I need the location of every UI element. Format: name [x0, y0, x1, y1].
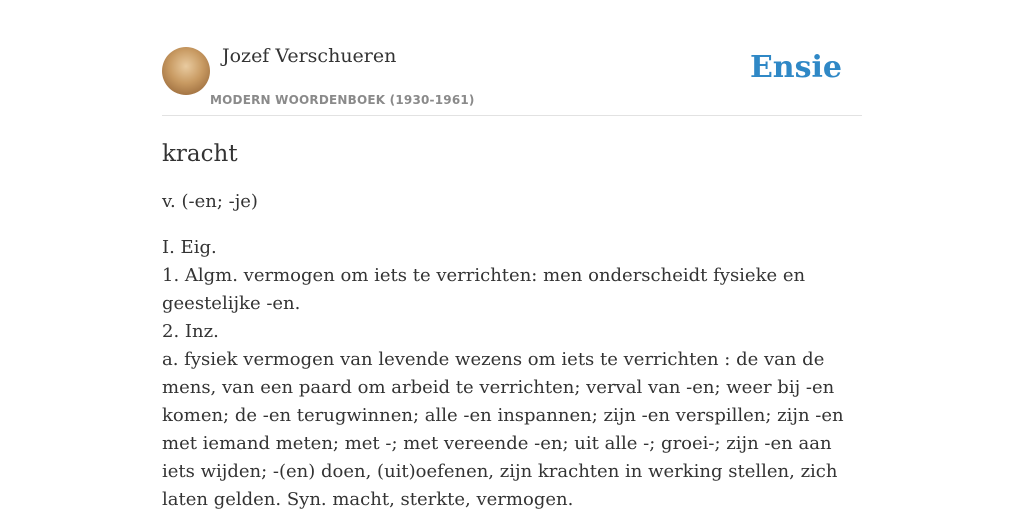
definition-line: 2. Inz.	[162, 321, 219, 342]
definition-line: a. fysiek vermogen van levende wezens om iets te verrichten : de van de mens, van een paard om arbeid te verrichten; verval van -en; weer bij -en komen; de -en terugwinnen; alle -en inspannen; zijn -en verspillen; zijn -en met iemand meten; met -; met vereende -en; uit alle -; groei-; zijn -en aan iets wijden; -(en) doen, (uit)oefenen, zijn krachten in werking stellen, zich laten gelden. Syn. macht, sterkte, vermogen.	[162, 349, 844, 510]
entry-definition	[162, 234, 862, 512]
entry-content	[162, 138, 862, 512]
definition-line: 1. Algm. vermogen om iets te verrichten: men onderscheidt fysieke en geestelijke -en.	[162, 265, 806, 314]
header	[162, 0, 862, 116]
entry-term: kracht	[162, 141, 238, 167]
author-avatar[interactable]	[162, 47, 210, 95]
source-label[interactable]: MODERN WOORDENBOEK (1930-1961)	[210, 93, 475, 107]
ensie-logo[interactable]: Ensie	[749, 50, 842, 85]
definition-line: I. Eig.	[162, 237, 217, 258]
author-name[interactable]: Jozef Verschueren	[222, 45, 397, 67]
entry-grammar: v. (-en; -je)	[162, 191, 258, 212]
